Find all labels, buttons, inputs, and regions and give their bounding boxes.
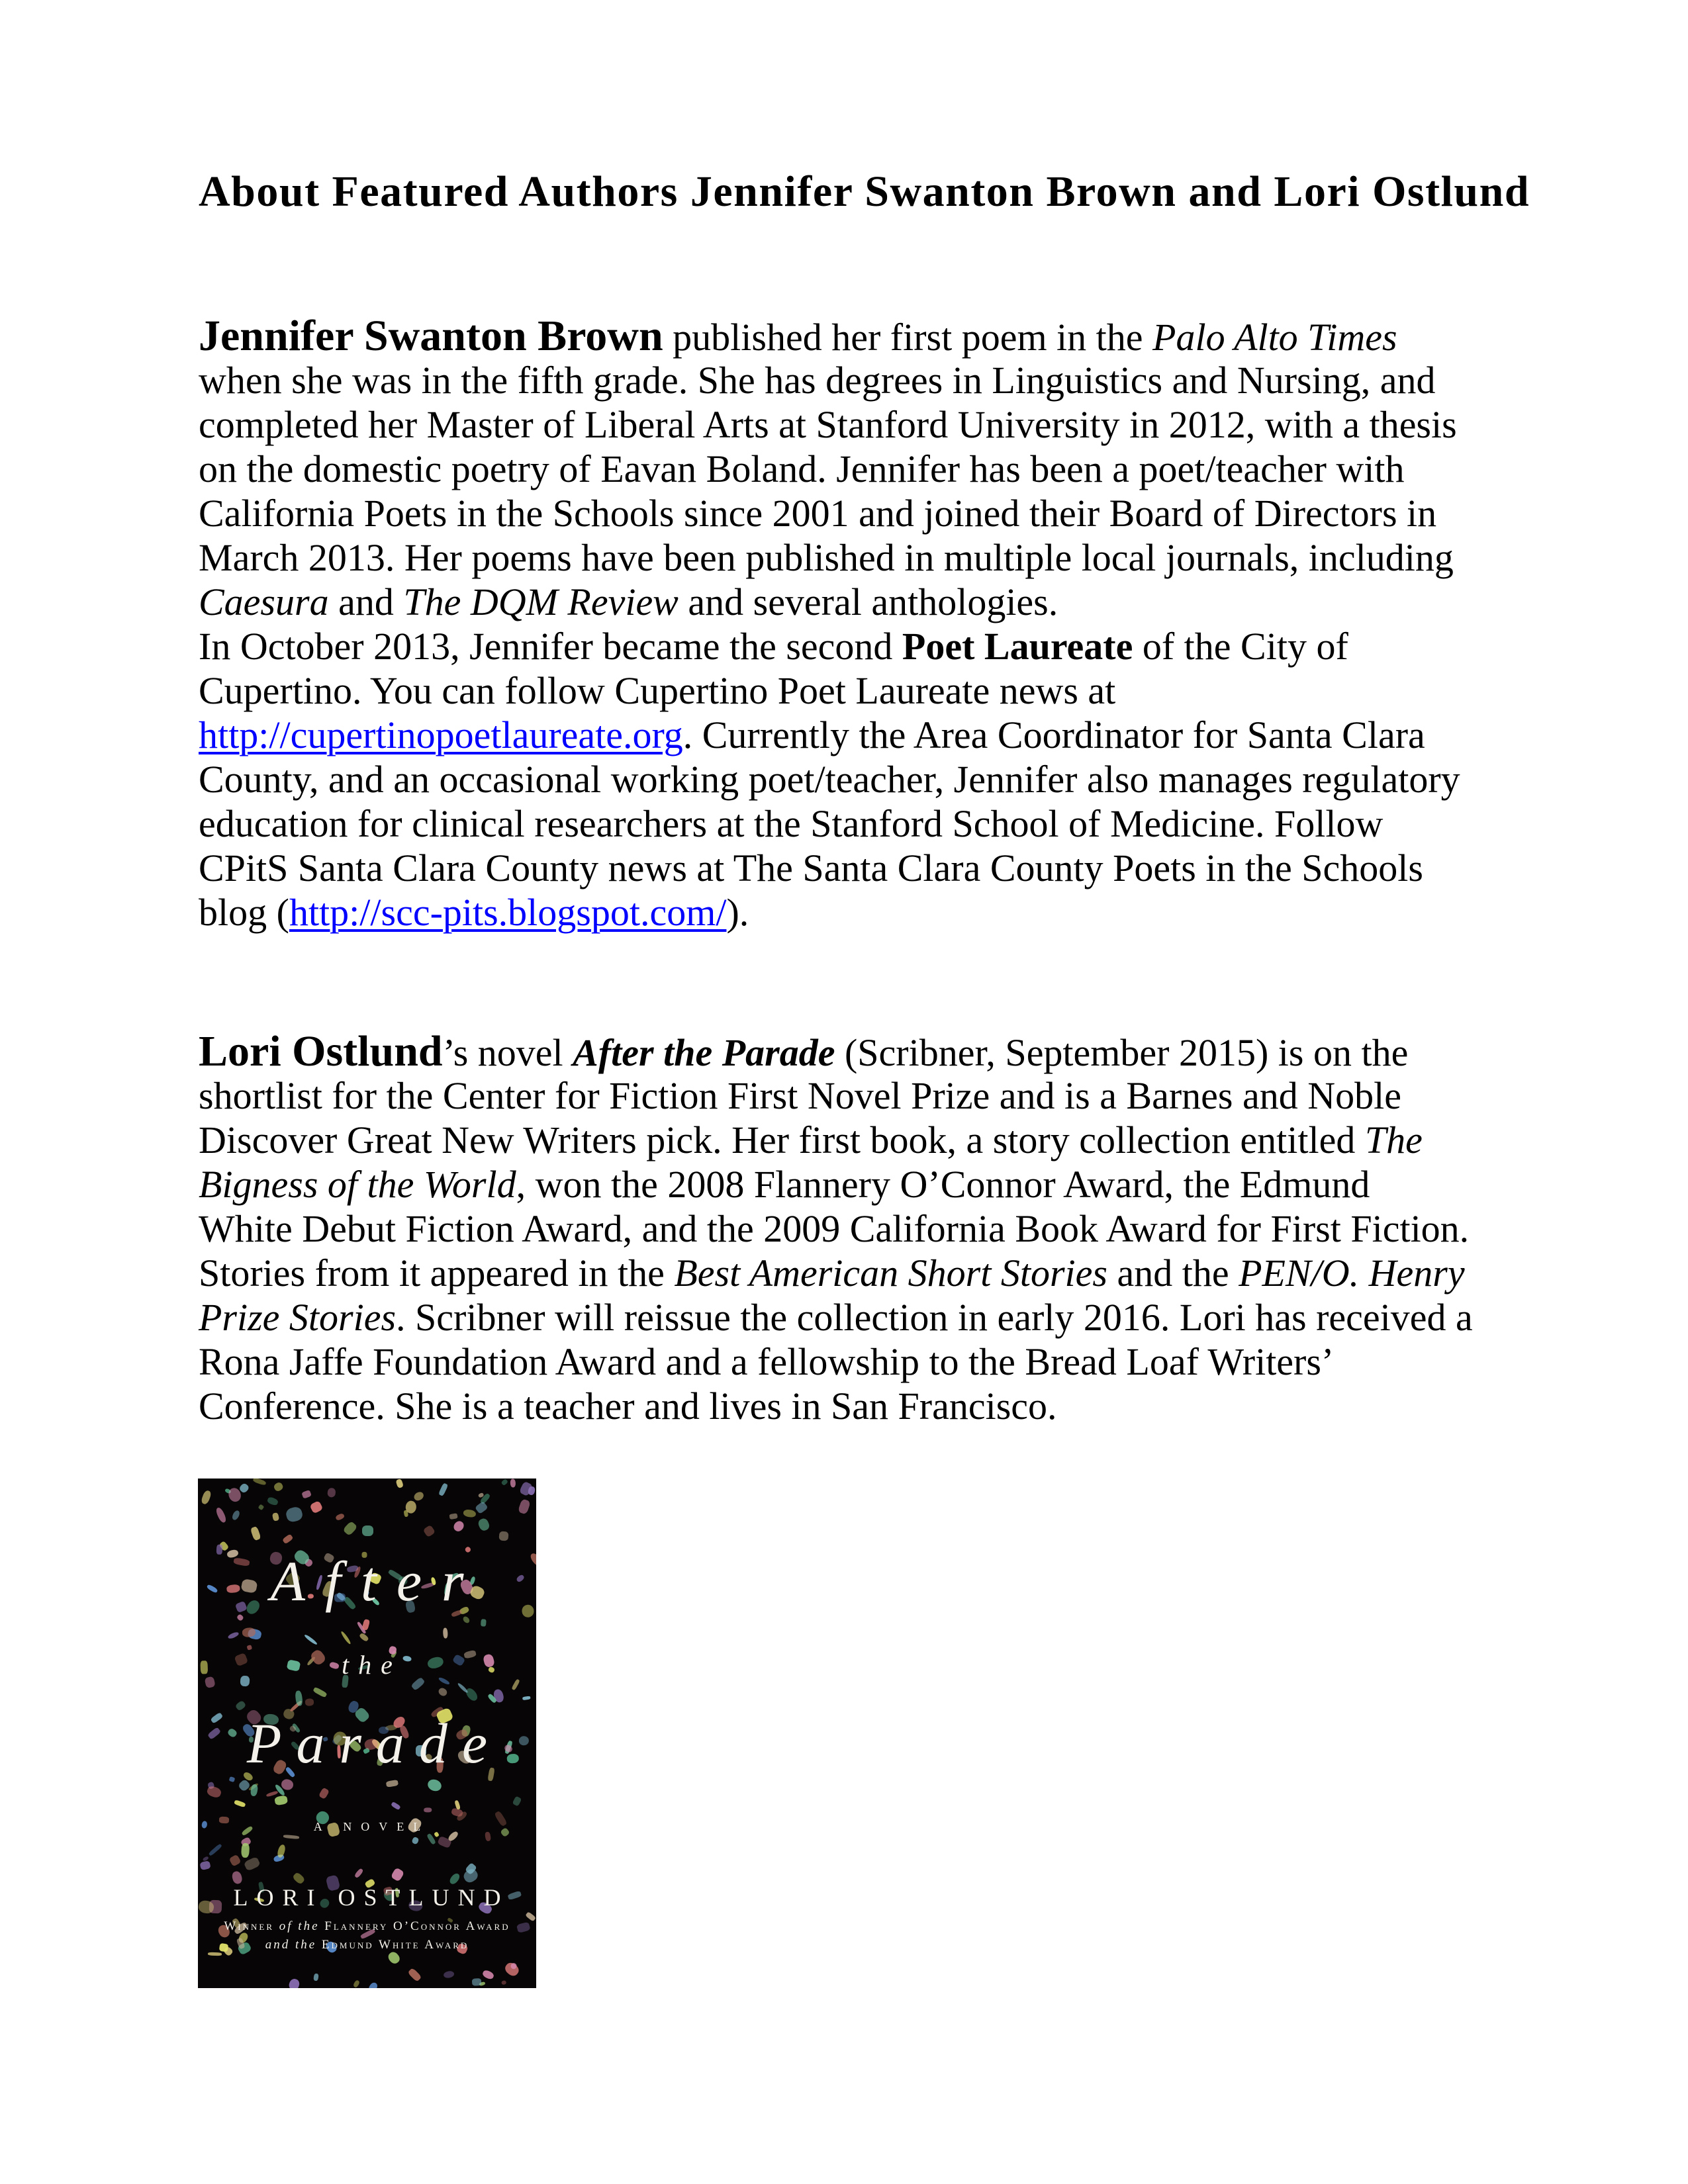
confetti-piece [354,1868,363,1878]
confetti-piece [342,1521,357,1536]
confetti-piece [200,1860,211,1870]
bio-text: Discover Great New Writers pick. Her first book, a story collection entitled [199,1118,1365,1161]
confetti-piece [461,1615,471,1625]
cover-award-line-1 [198,1919,536,1934]
bio-line: completed her Master of Liberal Arts at Stanford University in 2012, with a thesis [199,403,1457,446]
bio-text: published her first poem in the [663,316,1153,359]
author-name: Lori Ostlund [199,1027,443,1075]
bio-line: Conference. She is a teacher and lives in San Francisco. [199,1385,1057,1428]
bio-text: Stories from it appeared in the [199,1251,675,1295]
confetti-piece [424,1807,432,1812]
confetti-piece [229,1776,235,1782]
bio-line [199,1295,1473,1340]
confetti-piece [312,1687,327,1698]
publication-title: The DQM Review [403,580,679,623]
confetti-piece [463,1509,477,1518]
confetti-piece [288,1978,301,1988]
bio-line: Cupertino. You can follow Cupertino Poet Laureate news at [199,669,1116,712]
author-name: Jennifer Swanton Brown [199,312,663,360]
bio-text: , won the 2008 Flannery O’Connor Award, the Edmund [516,1163,1370,1206]
confetti-piece [340,1631,351,1645]
cover-title-after: After [270,1549,484,1613]
confetti-piece [510,1479,516,1488]
confetti-piece [391,1801,401,1810]
confetti-piece [475,1501,488,1514]
bio-text: and the [1107,1251,1239,1295]
bio-text: ). [726,891,749,934]
confetti-piece [327,1487,336,1497]
confetti-piece [243,1856,260,1872]
confetti-piece [305,1699,314,1706]
bio-line [199,580,1460,624]
confetti-piece [407,1968,422,1982]
confetti-piece [477,1518,491,1532]
confetti-piece [231,1510,240,1521]
confetti-piece [206,1785,222,1799]
confetti-piece [387,1950,402,1966]
confetti-piece [318,1788,330,1799]
bio-line [199,1029,1473,1073]
bio-line: California Poets in the Schools since 2001 and joined their Board of Directors in [199,492,1437,535]
award-text-italic: and the [265,1938,317,1952]
bio-line [199,1251,1473,1295]
cupertino-poet-laureate-link[interactable]: http://cupertinopoetlaureate.org [199,713,683,756]
publication-title: PEN/O. Henry [1239,1251,1465,1295]
confetti-piece [443,1970,455,1979]
bio-line: White Debut Fiction Award, and the 2009 California Book Award for First Fiction. [199,1207,1470,1250]
confetti-piece [277,1844,287,1858]
page-title: About Featured Authors Jennifer Swanton Brown and Lori Ostlund [199,167,1530,216]
bio-line: when she was in the fifth grade. She has degrees in Linguistics and Nursing, and [199,359,1436,402]
confetti-piece [518,1499,531,1515]
confetti-piece [335,1512,345,1521]
confetti-piece [411,1837,419,1844]
confetti-piece [283,1835,299,1839]
bio-text: (Scribner, September 2015) is on the [835,1031,1409,1074]
confetti-piece [234,1800,246,1808]
bio-line: March 2013. Her poems have been published in multiple local journals, including [199,536,1454,579]
cover-title-the: the [342,1650,402,1680]
book-cover-after-the-parade [198,1479,536,1988]
confetti-piece [471,1978,481,1986]
confetti-piece [396,1479,404,1488]
confetti-piece [239,1482,250,1494]
cover-award-line-2 [198,1938,536,1952]
bio-line: on the domestic poetry of Eavan Boland. Jennifer has been a poet/teacher with [199,447,1405,490]
award-text-italic: of the [279,1919,320,1933]
confetti-piece [201,1490,212,1506]
confetti-piece [273,1481,285,1492]
publication-title: Palo Alto Times [1152,316,1397,359]
confetti-piece [274,1796,288,1806]
cover-title-parade: Parade [246,1711,502,1775]
bio-line [199,624,1460,668]
publication-title: Caesura [199,580,329,623]
confetti-piece [412,1490,425,1502]
bio-line: shortlist for the Center for Fiction First Novel Prize and is a Barnes and Noble [199,1074,1401,1117]
confetti-piece [367,1981,379,1988]
confetti-piece [250,1784,259,1797]
cover-author: LORI OSTLUND [233,1884,510,1911]
confetti-piece [272,1512,279,1522]
confetti-piece [285,1506,303,1524]
bio-line [199,713,1460,757]
confetti-piece [209,1844,222,1856]
confetti-piece [258,1504,265,1510]
bio-text: In October 2013, Jennifer became the second [199,625,902,668]
bio-line: education for clinical researchers at the Stanford School of Medicine. Follow [199,802,1383,845]
confetti-piece [438,1482,448,1496]
book-title: After the Parade [573,1031,835,1074]
scc-pits-blog-link[interactable]: http://scc-pits.blogspot.com/ [289,891,727,934]
bio-line [199,314,1460,358]
confetti-piece [252,1479,266,1486]
confetti-piece [481,1619,487,1626]
confetti-piece [498,1531,508,1541]
confetti-piece [449,1513,458,1520]
confetti-piece [528,1486,536,1496]
confetti-piece [313,1973,318,1981]
bio-text: and several anthologies. [678,580,1058,623]
confetti-piece [422,1525,436,1537]
cover-subtitle: A NOVEL [313,1820,430,1833]
bio-text: . Currently the Area Coordinator for Santa Clara [682,713,1425,756]
publication-title: Prize Stories [199,1296,397,1339]
award-text: Edmund White Award [316,1938,469,1952]
confetti-piece [309,1500,323,1514]
confetti-piece [301,1489,312,1498]
bio-lori-ostlund [199,1029,1473,1428]
confetti-piece [386,1779,399,1787]
confetti-piece [214,1506,227,1524]
confetti-piece [266,1496,279,1506]
confetti-piece [231,1870,243,1885]
book-title: The [1364,1118,1423,1161]
confetti-piece [482,1969,495,1980]
award-text: Winner [224,1919,279,1933]
confetti-piece [208,1952,222,1956]
confetti-piece [359,1633,369,1643]
bio-line: CPitS Santa Clara County news at The Santa Clara County Poets in the Schools [199,846,1423,889]
confetti-piece [462,1867,480,1884]
bio-line [199,1118,1473,1162]
confetti-piece [353,1979,360,1988]
confetti-piece [362,1525,373,1536]
confetti-piece [362,1619,371,1630]
bio-text: . Scribner will reissue the collection in early 2016. Lori has received a [396,1296,1473,1339]
bio-text: and [328,580,404,623]
emphasis-poet-laureate: Poet Laureate [902,625,1133,668]
confetti-piece [229,1854,242,1866]
bio-line: County, and an occasional working poet/teacher, Jennifer also manages regulatory [199,758,1460,801]
confetti-piece [512,1796,522,1807]
confetti-piece [405,1500,417,1514]
bio-text: ’s novel [442,1031,573,1074]
confetti-piece [451,1519,465,1533]
bio-line [199,890,1460,934]
confetti-piece [227,1631,239,1639]
confetti-piece [241,1843,250,1857]
confetti-piece [292,1872,305,1885]
confetti-piece [511,1679,520,1691]
confetti-piece [391,1867,405,1882]
confetti-piece [502,1981,507,1985]
award-text: Flannery O’Connor Award [319,1919,510,1933]
confetti-piece [501,1479,508,1485]
bio-jennifer-swanton-brown [199,314,1460,934]
confetti-piece [437,1686,448,1698]
confetti-piece [236,1614,244,1622]
bio-text: of the City of [1133,625,1348,668]
confetti-piece [304,1633,318,1645]
confetti-piece [443,1627,448,1638]
publication-title: Best American Short Stories [674,1251,1107,1295]
book-title: Bigness of the World [199,1163,516,1206]
bio-line: Rona Jaffe Foundation Award and a fellowship to the Bread Loaf Writers’ [199,1340,1335,1383]
confetti-piece [282,1533,294,1545]
confetti-piece [250,1526,261,1541]
confetti-piece [522,1696,531,1700]
bio-text: blog ( [199,891,289,934]
bio-line [199,1162,1473,1206]
confetti-piece [426,1778,443,1793]
